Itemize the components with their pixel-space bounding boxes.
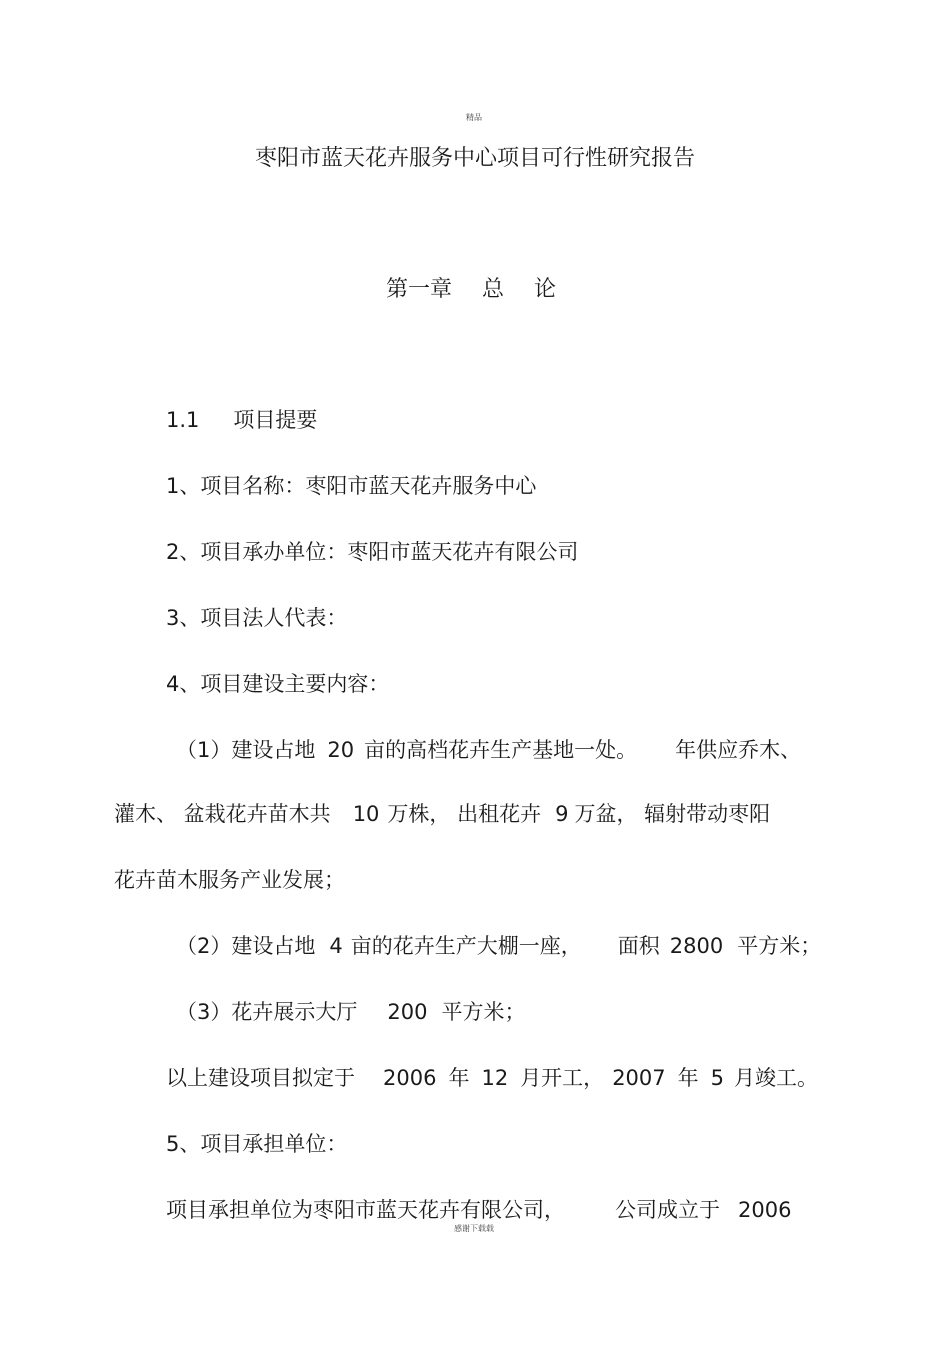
text-run: 年 (448, 1066, 470, 1090)
content-1-line-2 (114, 798, 770, 828)
text-run: 灌木、 盆栽花卉苗木共 (114, 802, 331, 826)
text-run: 2800 (669, 934, 724, 958)
item-project-name: 1、项目名称：枣阳市蓝天花卉服务中心 (166, 474, 537, 498)
text-run: 公司成立于 (615, 1198, 720, 1222)
item-sponsor: 2、项目承办单位：枣阳市蓝天花卉有限公司 (166, 540, 579, 564)
footer-mark: 感谢下载载 (454, 1224, 494, 1233)
text-run: 2006 (383, 1066, 437, 1090)
schedule-line (166, 1062, 818, 1092)
text-run: （1）建设占地 (176, 738, 316, 762)
text-run: 2006 (738, 1198, 792, 1222)
text-run: 以上建设项目拟定于 (166, 1066, 355, 1090)
item-content: 4、项目建设主要内容： (166, 672, 390, 696)
text-run: 20 (327, 738, 355, 762)
text-run: 面积 (617, 934, 660, 958)
text-run: 亩的高档花卉生产基地一处。 (364, 738, 638, 762)
text-run: （2）建设占地 (176, 934, 316, 958)
section-label: 项目提要 (233, 408, 318, 432)
text-run: 2007 (612, 1066, 666, 1090)
item-undertaker: 5、项目承担单位： (166, 1132, 348, 1156)
content-1-line-3: 花卉苗木服务产业发展； (114, 868, 345, 892)
text-run: 10 (352, 802, 380, 826)
content-3 (176, 996, 525, 1026)
chapter-heading (386, 272, 556, 303)
item-legal-rep: 3、项目法人代表： (166, 606, 348, 630)
text-run: 4 (329, 934, 343, 958)
text-run: 年供应乔木、 (675, 738, 802, 762)
text-run: 月开工， (520, 1066, 605, 1090)
content-2 (176, 930, 821, 960)
text-run: 年 (677, 1066, 699, 1090)
document-title: 枣阳市蓝天花卉服务中心项目可行性研究报告 (254, 146, 695, 171)
text-run: 万盆， 辐射带动枣阳 (574, 802, 771, 826)
header-mark: 精品 (466, 113, 482, 122)
content-1-line-1 (176, 734, 801, 764)
chapter-number: 第一章 (386, 277, 453, 302)
text-run: 项目承担单位为枣阳市蓝天花卉有限公司， (166, 1198, 565, 1222)
text-run: 9 (555, 802, 569, 826)
text-run: 万株， 出租花卉 (387, 802, 542, 826)
section-heading (166, 404, 317, 434)
chapter-word-2: 论 (534, 277, 557, 302)
section-number: 1.1 (166, 408, 200, 432)
undertaker-paragraph (166, 1194, 791, 1224)
text-run: 平方米； (737, 934, 822, 958)
text-run: 亩的花卉生产大棚一座， (350, 934, 582, 958)
text-run: 12 (481, 1066, 509, 1090)
chapter-word-1: 总 (482, 277, 505, 302)
text-run: 月竣工。 (734, 1066, 819, 1090)
text-run: 平方米； (441, 1000, 526, 1024)
text-run: 200 (387, 1000, 428, 1024)
text-run: （3）花卉展示大厅 (176, 1000, 358, 1024)
text-run: 5 (710, 1066, 725, 1090)
